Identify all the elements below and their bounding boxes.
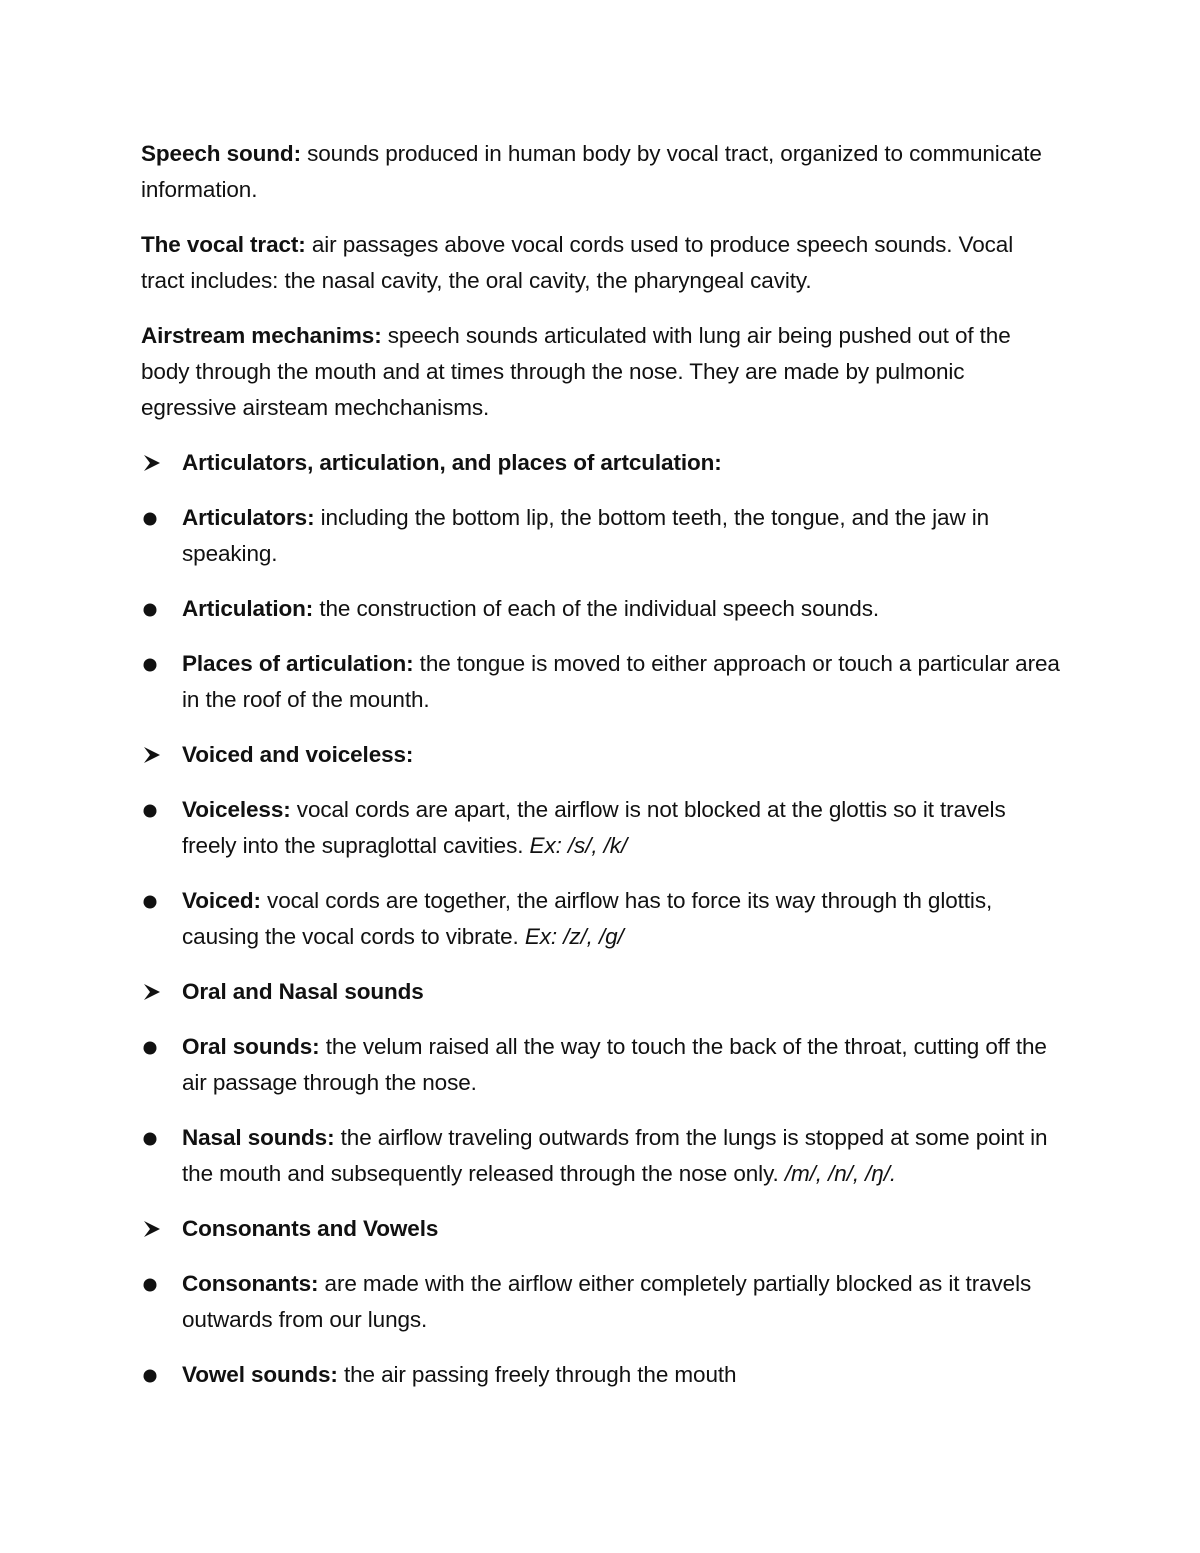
list-item-term: Vowel sounds: bbox=[182, 1362, 338, 1387]
list-item-term: Oral sounds: bbox=[182, 1034, 320, 1059]
bullet-icon bbox=[141, 646, 165, 682]
definition-paragraph bbox=[141, 136, 1061, 208]
list-item-term: Consonants: bbox=[182, 1271, 319, 1296]
bullet-icon bbox=[141, 792, 165, 828]
bullet-icon bbox=[141, 883, 165, 919]
section-heading-text: Articulators, articulation, and places of artculation: bbox=[182, 450, 722, 475]
list-item-term: Articulation: bbox=[182, 596, 314, 621]
bullet-icon bbox=[141, 1266, 165, 1302]
section-heading bbox=[141, 974, 1061, 1010]
definition-term: Airstream mechanims: bbox=[141, 323, 382, 348]
definition-term: Speech sound: bbox=[141, 141, 301, 166]
list-item-term: Articulators: bbox=[182, 505, 315, 530]
definition-text: air passages above vocal cords used to produce speech sounds. Vocal tract includes: the nasal cavity, the oral cavity, the pharyngeal cavity. bbox=[141, 232, 1014, 293]
list-item-text: vocal cords are together, the airflow has to force its way through th glottis, causing the vocal cords to vibrate. bbox=[182, 888, 993, 949]
bullet-icon bbox=[141, 1357, 165, 1393]
list-item bbox=[141, 792, 1061, 864]
list-item bbox=[141, 1266, 1061, 1338]
arrowhead-icon bbox=[141, 445, 165, 481]
list-item-text: the velum raised all the way to touch the back of the throat, cutting off the air passage through the nose. bbox=[182, 1034, 1047, 1095]
list-item-example: /m/, /n/, /ŋ/. bbox=[784, 1161, 896, 1186]
list-item bbox=[141, 591, 1061, 627]
list-item-text: the construction of each of the individual speech sounds. bbox=[313, 596, 880, 621]
list-item bbox=[141, 1120, 1061, 1192]
list-item-text: vocal cords are apart, the airflow is not blocked at the glottis so it travels freely into the supraglottal cavities. bbox=[182, 797, 1006, 858]
section-heading bbox=[141, 737, 1061, 773]
bullet-icon bbox=[141, 591, 165, 627]
list-item-term: Nasal sounds: bbox=[182, 1125, 335, 1150]
definition-text: sounds produced in human body by vocal tract, organized to communicate information. bbox=[141, 141, 1042, 202]
arrowhead-icon bbox=[141, 1211, 165, 1247]
definition-paragraph bbox=[141, 227, 1061, 299]
definition-paragraph bbox=[141, 318, 1061, 426]
list-item-text: the airflow traveling outwards from the lungs is stopped at some point in the mouth and subsequently released through the nose only. bbox=[182, 1125, 1048, 1186]
section-heading bbox=[141, 1211, 1061, 1247]
list-item bbox=[141, 883, 1061, 955]
section-heading-text: Consonants and Vowels bbox=[182, 1216, 439, 1241]
list-item-text: the tongue is moved to either approach or touch a particular area in the roof of the mounth. bbox=[182, 651, 1060, 712]
bullet-icon bbox=[141, 500, 165, 536]
list-item-text: including the bottom lip, the bottom teeth, the tongue, and the jaw in speaking. bbox=[182, 505, 990, 566]
section-heading bbox=[141, 445, 1061, 481]
list-item-term: Voiceless: bbox=[182, 797, 291, 822]
list-item bbox=[141, 500, 1061, 572]
list-item bbox=[141, 1029, 1061, 1101]
section-heading-text: Voiced and voiceless: bbox=[182, 742, 414, 767]
list-item bbox=[141, 1357, 1061, 1393]
bullet-icon bbox=[141, 1120, 165, 1156]
list-item bbox=[141, 646, 1061, 718]
list-item-example: Ex: /s/, /k/ bbox=[529, 833, 628, 858]
document-content bbox=[141, 136, 1061, 1412]
definition-term: The vocal tract: bbox=[141, 232, 306, 257]
section-heading-text: Oral and Nasal sounds bbox=[182, 979, 424, 1004]
list-item-term: Places of articulation: bbox=[182, 651, 414, 676]
definition-text: speech sounds articulated with lung air being pushed out of the body through the mouth and at times through the nose. They are made by pulmonic egressive airsteam mechchanisms. bbox=[141, 323, 1011, 420]
arrowhead-icon bbox=[141, 974, 165, 1010]
list-item-example: Ex: /z/, /g/ bbox=[524, 924, 624, 949]
arrowhead-icon bbox=[141, 737, 165, 773]
list-item-text: the air passing freely through the mouth bbox=[337, 1362, 737, 1387]
list-item-text: are made with the airflow either completely partially blocked as it travels outwards from our lungs. bbox=[182, 1271, 1032, 1332]
bullet-icon bbox=[141, 1029, 165, 1065]
list-item-term: Voiced: bbox=[182, 888, 261, 913]
